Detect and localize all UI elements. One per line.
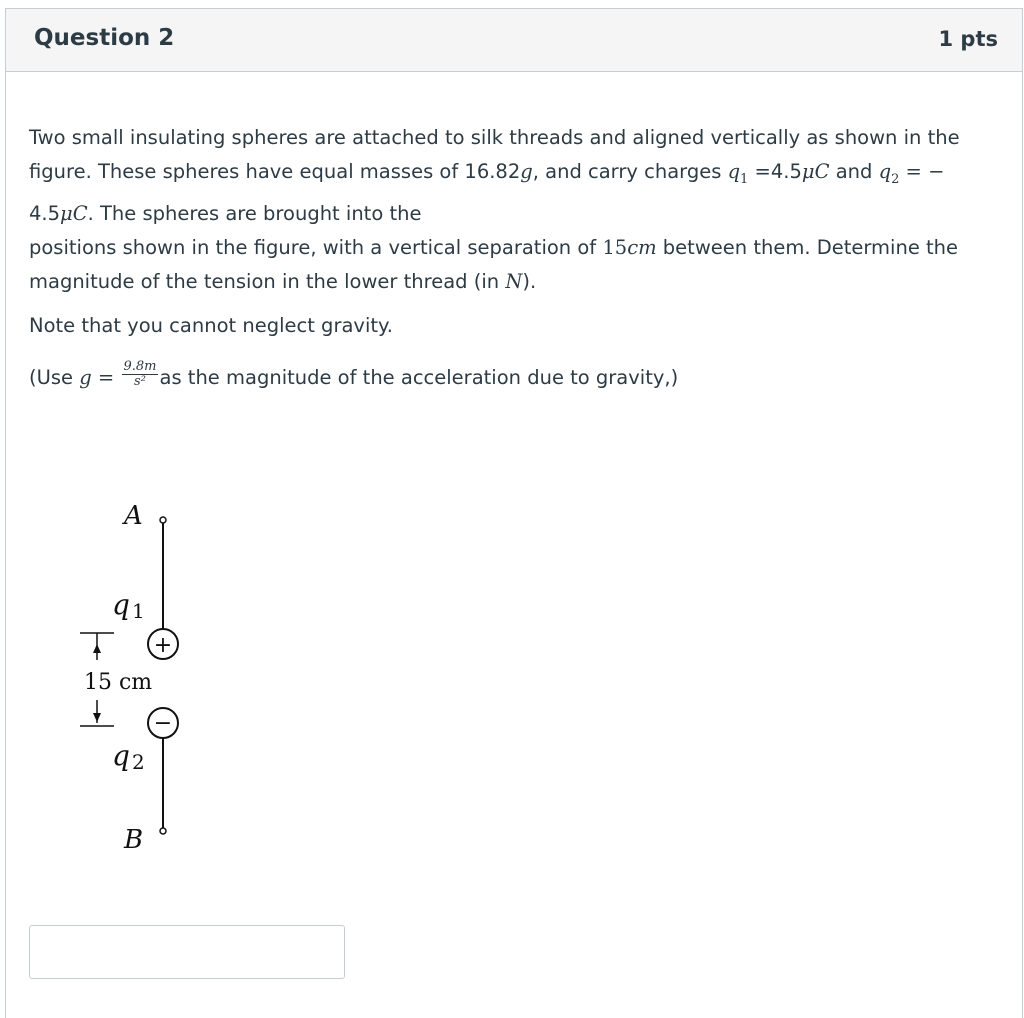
point-b-marker <box>160 828 166 834</box>
label-b: B <box>124 825 144 855</box>
label-q1: q <box>112 588 130 621</box>
gravity-note: Note that you cannot neglect gravity. <box>29 314 393 337</box>
gravity-value-line: (Use g = $\frac{9.8m}{\text{s²}}$ as the magnitude of the acceleration due to gravity,) <box>29 359 679 389</box>
distance-label: 15 cm <box>84 670 153 695</box>
distance-down-arrow-head <box>93 713 101 722</box>
question-points: 1 pts <box>938 27 998 51</box>
question-paragraph-2: positions shown in the figure, with a vertical separation of 15cm between them. Determine the magnitude of the tension in the lower thread (in N). <box>29 235 959 293</box>
question-text <box>29 121 979 299</box>
question-title: Question 2 <box>34 25 175 51</box>
answer-input[interactable] <box>29 925 345 979</box>
gravity-fraction: $\frac{9.8m}{\text{s²}}$ <box>123 359 157 389</box>
distance-up-arrow-head <box>93 644 101 653</box>
sphere-q2-sign: − <box>153 711 173 736</box>
question-paragraph-1: Two small insulating spheres are attached to silk threads and aligned vertically as shown in the figure. These spheres have equal masses of 16.82g, and carry charges $q_1 =4.5\mu C$ and $q_2$ = − 4.5μC. The spheres are brought into the <box>29 126 960 225</box>
label-q2-sub: 2 <box>132 750 145 774</box>
label-q2: q <box>112 739 130 772</box>
label-a: A <box>124 501 143 531</box>
label-q1-sub: 1 <box>132 599 145 623</box>
question-header <box>6 9 1022 72</box>
point-a-marker <box>160 517 166 523</box>
spheres-figure <box>70 490 200 860</box>
sphere-q1-sign: + <box>153 633 173 658</box>
